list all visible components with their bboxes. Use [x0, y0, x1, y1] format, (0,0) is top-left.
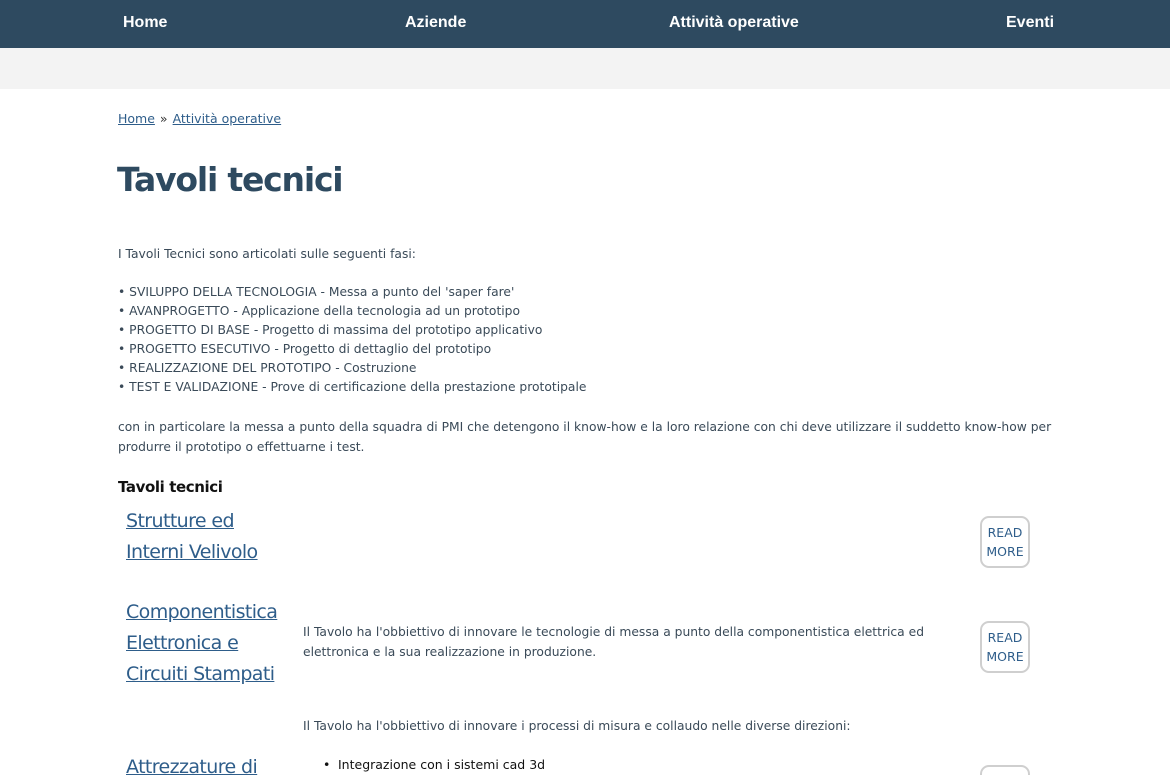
read-more-label[interactable]: MORE — [986, 649, 1024, 664]
top-navbar — [0, 0, 1170, 48]
phase-item: • TEST E VALIDAZIONE - Prove di certificazione della prestazione prototipale — [118, 380, 587, 394]
item-bullet: • Integrazione con i sistemi cad 3d — [338, 757, 545, 772]
item-title-componentistica[interactable] — [126, 597, 286, 690]
read-more-label[interactable]: READ — [987, 630, 1023, 645]
item-title-line[interactable]: Interni Velivolo — [126, 541, 258, 563]
item-title-line[interactable]: Circuiti Stampati — [126, 663, 275, 685]
item-title-line[interactable]: Elettronica e — [126, 632, 239, 654]
item-title-line[interactable]: Componentistica — [126, 601, 278, 623]
nav-home[interactable]: Home — [123, 14, 168, 31]
phase-item: • PROGETTO DI BASE - Progetto di massima del prototipo applicativo — [118, 323, 543, 337]
outro-text: con in particolare la messa a punto della squadra di PMI che detengono il know-how e la loro relazione con chi deve utilizzare il suddetto know-how per produrre il prototipo o effettuarne i test. — [118, 420, 1052, 454]
phase-item: • SVILUPPO DELLA TECNOLOGIA - Messa a punto del 'saper fare' — [118, 285, 515, 299]
read-more-button[interactable] — [980, 621, 1030, 673]
read-more-label[interactable]: READ — [987, 525, 1023, 540]
phase-item: • AVANPROGETTO - Applicazione della tecnologia ad un prototipo — [118, 304, 521, 318]
item-title-attrezzature[interactable] — [126, 752, 286, 775]
breadcrumb — [118, 111, 281, 126]
section-title: Tavoli tecnici — [118, 478, 223, 496]
item-description: Il Tavolo ha l'obbiettivo di innovare i processi di misura e collaudo nelle diverse direzioni: — [303, 719, 851, 733]
sub-header-bar — [0, 48, 1170, 89]
nav-aziende[interactable]: Aziende — [405, 14, 467, 31]
phase-item: • PROGETTO ESECUTIVO - Progetto di dettaglio del prototipo — [118, 342, 492, 356]
read-more-label[interactable]: MORE — [986, 544, 1024, 559]
item-title-line[interactable]: Strutture ed — [126, 510, 234, 532]
item-description: Il Tavolo ha l'obbiettivo di innovare le tecnologie di messa a punto della componentistica elettrica ed elettronica e la sua realizzazione in produzione. — [303, 625, 924, 659]
nav-eventi[interactable]: Eventi — [1006, 14, 1055, 31]
item-bullet-list — [338, 757, 545, 772]
page-title: Tavoli tecnici — [117, 160, 343, 199]
breadcrumb-home-link[interactable]: Home — [118, 111, 155, 126]
phase-item: • REALIZZAZIONE DEL PROTOTIPO - Costruzione — [118, 361, 417, 375]
phases-list — [118, 283, 586, 397]
nav-attivita-operative[interactable]: Attività operative — [669, 14, 799, 31]
read-more-button[interactable] — [980, 765, 1030, 775]
intro-text: I Tavoli Tecnici sono articolati sulle seguenti fasi: — [118, 247, 416, 261]
breadcrumb-attivita-link[interactable]: Attività operative — [172, 111, 282, 126]
item-title-strutture[interactable] — [126, 506, 286, 568]
read-more-button[interactable] — [980, 516, 1030, 568]
item-title-line[interactable]: Attrezzature di — [126, 756, 258, 775]
breadcrumb-separator: » — [159, 111, 168, 126]
